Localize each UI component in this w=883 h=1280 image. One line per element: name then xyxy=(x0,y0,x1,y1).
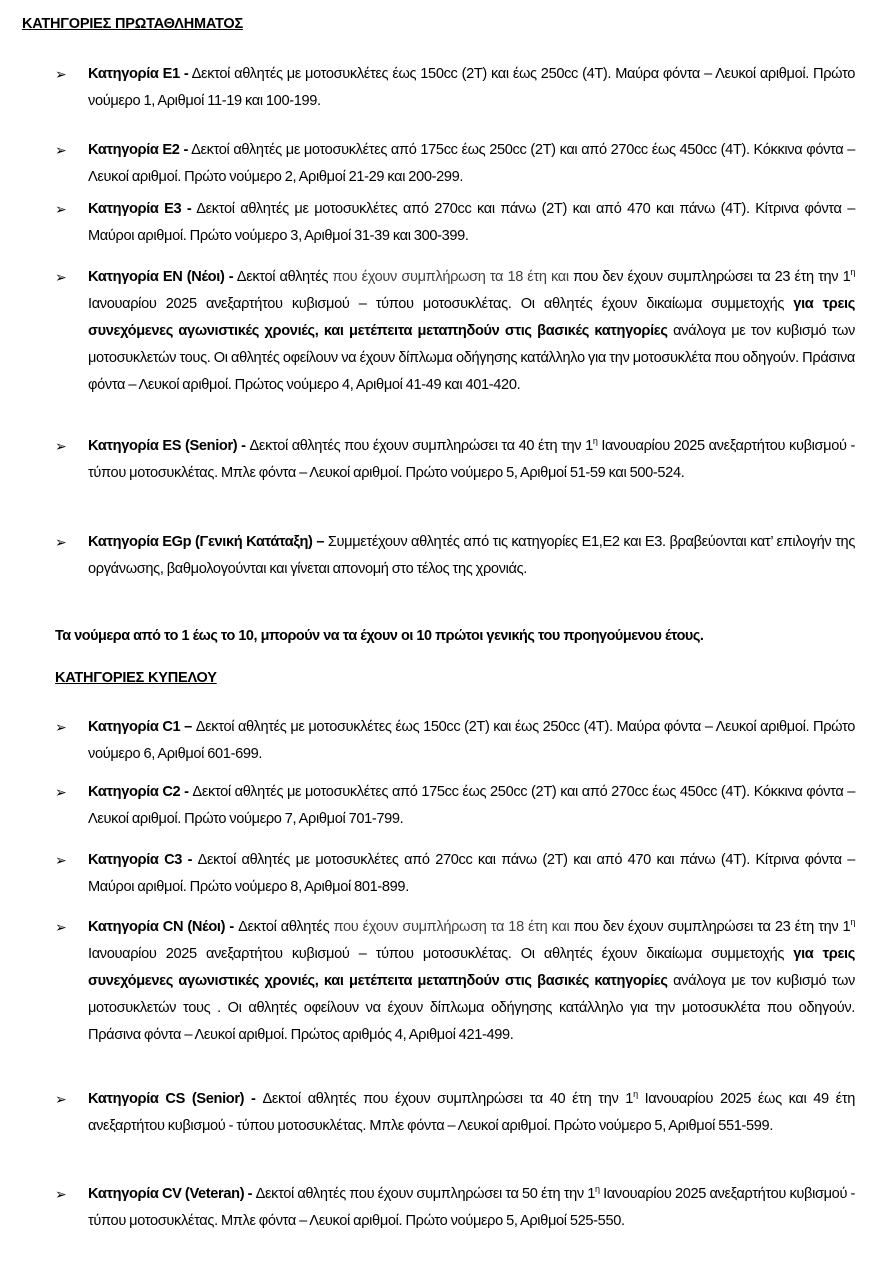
category-description: Δεκτοί αθλητές με μοτοσυκλέτες από 270cc και πάνω (2T) και από 470 και πάνω (4T). Κίτρινα φόντα – Μαύροι αριθμοί. Πρώτο νούμερο 8, Αριθμοί 801-899. xyxy=(88,852,855,895)
category-description: Δεκτοί αθλητές με μοτοσυκλέτες από 175cc έως 250cc (2T) και από 270cc έως 450cc (4T). Κόκκινα φόντα – Λευκοί αριθμοί. Πρώτο νούμερο 2, Αριθμοί 21-29 και 200-299. xyxy=(88,142,856,185)
description-part: Δεκτοί αθλητές που έχουν συμπληρώσει τα 40 έτη την 1 xyxy=(245,438,593,454)
description-part: Ιανουαρίου 2025 ανεξαρτήτου κυβισμού – τύπου μοτοσυκλέτας. Οι αθλητές έχουν δικαίωμα συμμετοχής xyxy=(88,296,794,312)
category-c1-text xyxy=(88,714,855,768)
arrow-bullet-icon: ➢ xyxy=(55,719,67,735)
category-label: Κατηγορία ES (Senior) - xyxy=(88,438,246,454)
category-e1-text xyxy=(88,61,855,115)
arrow-bullet-icon: ➢ xyxy=(55,1091,67,1107)
arrow-bullet-icon: ➢ xyxy=(55,852,67,868)
ordinal-superscript: η xyxy=(633,1089,638,1099)
ordinal-superscript: η xyxy=(592,436,598,446)
description-part: ανάλογα με τον κυβισμό των μοτοσυκλετών τους . Οι αθλητές οφείλουν να έχουν δίπλωμα οδήγησης κατάλληλο για την μοτοσυκλέτα που οδηγούν. Πράσινα φόντα – Λευκοί αριθμοί. Πρώτος αριθμός 4, Αριθμοί 421-499. xyxy=(88,973,855,1043)
description-gray-part: που έχουν συμπλήρωση τα 18 έτη και xyxy=(333,919,570,935)
arrow-bullet-icon: ➢ xyxy=(55,784,67,800)
description-part: Δεκτοί αθλητές που έχουν συμπληρώσει τα 40 έτη την 1 xyxy=(255,1091,634,1107)
category-label: Κατηγορία C1 – xyxy=(88,719,192,735)
description-gray-part: που έχουν συμπλήρωση τα 18 έτη και xyxy=(332,269,569,285)
description-part: Δεκτοί αθλητές xyxy=(233,919,334,935)
description-part: Ιανουαρίου 2025 ανεξαρτήτου κυβισμού - τύπου μοτοσυκλέτας. Μπλε φόντα – Λευκοί αριθμοί. Πρώτο νούμερο 5, Αριθμοί 51-59 και 500-524. xyxy=(88,438,855,481)
arrow-bullet-icon: ➢ xyxy=(55,201,67,217)
category-cn-text xyxy=(88,914,855,1049)
ordinal-superscript: η xyxy=(595,1184,600,1194)
category-c2-text xyxy=(88,779,855,833)
category-label: Κατηγορία Ε1 - xyxy=(88,66,189,82)
category-description: Συμμετέχουν αθλητές από τις κατηγορίες Ε1,Ε2 και Ε3. βραβεύονται κατ’ επιλογήν της οργάνωσης, βαθμολογούνται και γίνεται απονομή στο τέλος της χρονιάς. xyxy=(88,534,856,577)
category-description: Δεκτοί αθλητές με μοτοσυκλέτες από 270cc και πάνω (2T) και από 470 και πάνω (4T). Κίτρινα φόντα – Μαύροι αριθμοί. Πρώτο νούμερο 3, Αριθμοί 31-39 και 300-399. xyxy=(88,201,855,244)
arrow-bullet-icon: ➢ xyxy=(55,438,67,454)
category-description: Δεκτοί αθλητές με μοτοσυκλέτες έως 150cc (2T) και έως 250cc (4T). Μαύρα φόντα – Λευκοί αριθμοί. Πρώτο νούμερο 6, Αριθμοί 601-699. xyxy=(88,719,855,762)
description-part: Ιανουαρίου 2025 έως και 49 έτη ανεξαρτήτου κυβισμού - τύπου μοτοσυκλέτας. Μπλε φόντα – Λευκοί αριθμοί. Πρώτο νούμερο 5, Αριθμοί 551-599. xyxy=(88,1091,855,1134)
category-cv-text xyxy=(88,1181,855,1235)
category-c3-text xyxy=(88,847,855,901)
description-part: ανάλογα με τον κυβισμό των μοτοσυκλετών τους. Οι αθλητές οφείλουν να έχουν δίπλωμα οδήγησης κατάλληλο για την μοτοσυκλέτα που οδηγούν. Πράσινα φόντα – Λευκοί αριθμοί. Πρώτος νούμερο 4, Αριθμοί 41-49 και 401-420. xyxy=(88,323,855,393)
arrow-bullet-icon: ➢ xyxy=(55,919,67,935)
description-part: Ιανουαρίου 2025 ανεξαρτήτου κυβισμού - τύπου μοτοσυκλέτας. Μπλε φόντα – Λευκοί αριθμοί. Πρώτο νούμερο 5, Αριθμοί 525-550. xyxy=(88,1186,855,1229)
category-e3-text xyxy=(88,196,855,250)
category-label: Κατηγορία C2 - xyxy=(88,784,189,800)
category-label: Κατηγορία CN (Νέοι) - xyxy=(88,919,234,935)
category-label: Κατηγορία ΕΝ (Νέοι) - xyxy=(88,269,234,285)
category-label: Κατηγορία CS (Senior) - xyxy=(88,1091,256,1107)
championship-heading: ΚΑΤΗΓΟΡΙΕΣ ΠΡΩΤΑΘΛΗΜΑΤΟΣ xyxy=(22,16,243,32)
category-egp-text xyxy=(88,529,855,583)
category-cs-text xyxy=(88,1086,855,1140)
numbers-note: Τα νούμερα από το 1 έως το 10, μπορούν να τα έχουν οι 10 πρώτοι γενικής του προηγούμενου έτους. xyxy=(55,628,704,644)
description-part: που δεν έχουν συμπληρώσει τα 23 έτη την 1 xyxy=(569,919,851,935)
category-label: Κατηγορία CV (Veteran) - xyxy=(88,1186,253,1202)
arrow-bullet-icon: ➢ xyxy=(55,142,67,158)
category-description: Δεκτοί αθλητές με μοτοσυκλέτες από 175cc έως 250cc (2T) και από 270cc έως 450cc (4T). Κόκκινα φόντα – Λευκοί αριθμοί. Πρώτο νούμερο 7, Αριθμοί 701-799. xyxy=(88,784,855,827)
arrow-bullet-icon: ➢ xyxy=(55,1186,67,1202)
arrow-bullet-icon: ➢ xyxy=(55,534,67,550)
category-description: Δεκτοί αθλητές με μοτοσυκλέτες έως 150cc (2T) και έως 250cc (4T). Μαύρα φόντα – Λευκοί αριθμοί. Πρώτο νούμερο 1, Αριθμοί 11-19 και 100-199. xyxy=(88,66,855,109)
category-label: Κατηγορία EGp (Γενική Κατάταξη) – xyxy=(88,534,325,550)
category-label: Κατηγορία Ε3 - xyxy=(88,201,192,217)
category-en-text xyxy=(88,264,855,399)
arrow-bullet-icon: ➢ xyxy=(55,269,67,285)
description-part: Δεκτοί αθλητές που έχουν συμπληρώσει τα 50 έτη την 1 xyxy=(252,1186,596,1202)
arrow-bullet-icon: ➢ xyxy=(55,66,67,82)
description-part: Δεκτοί αθλητές xyxy=(233,269,333,285)
category-es-text xyxy=(88,433,855,487)
ordinal-superscript: η xyxy=(850,917,855,927)
category-label: Κατηγορία C3 - xyxy=(88,852,193,868)
description-part: που δεν έχουν συμπληρώσει τα 23 έτη την 1 xyxy=(568,269,851,285)
category-e2-text xyxy=(88,137,855,191)
cup-heading: ΚΑΤΗΓΟΡΙΕΣ ΚΥΠΕΛΟΥ xyxy=(55,670,217,686)
ordinal-superscript: η xyxy=(850,267,855,277)
description-bold-part: για τρεις συνεχόμενες αγωνιστικές χρονιές, και μετέπειτα μεταπηδούν στις βασικές κατηγορίες xyxy=(88,946,855,989)
category-label: Κατηγορία Ε2 - xyxy=(88,142,188,158)
description-bold-part: για τρεις συνεχόμενες αγωνιστικές χρονιές, και μετέπειτα μεταπηδούν στις βασικές κατηγορίες xyxy=(88,296,855,339)
description-part: Ιανουαρίου 2025 ανεξαρτήτου κυβισμού – τύπου μοτοσυκλέτας. Οι αθλητές έχουν δικαίωμα συμμετοχής xyxy=(88,946,794,962)
